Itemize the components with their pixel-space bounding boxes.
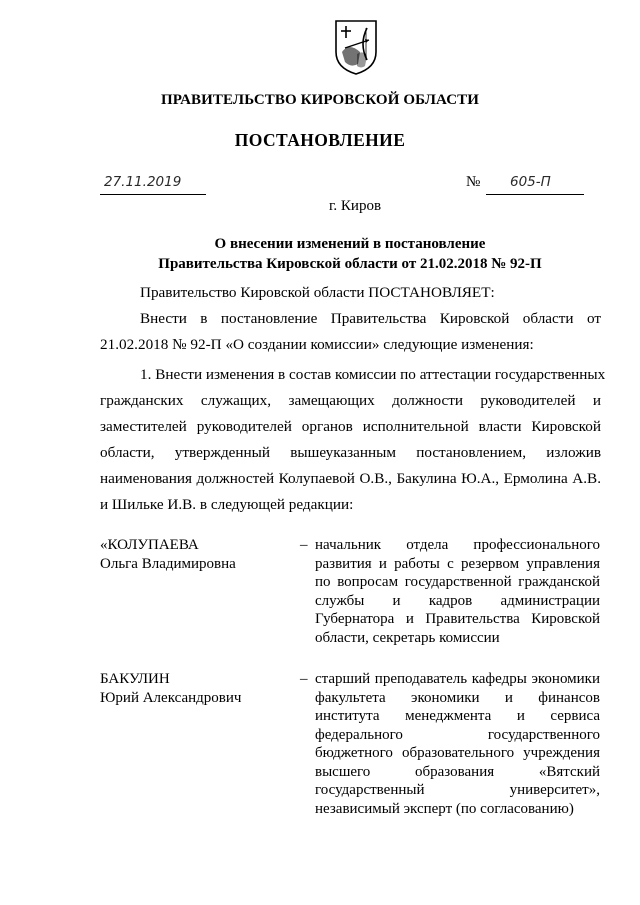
coat-of-arms-emblem — [333, 18, 379, 76]
member-entry — [100, 536, 600, 646]
member-given-names: Юрий Александрович — [100, 689, 242, 706]
document-date: 27.11.2019 — [104, 174, 182, 190]
document-type-heading: ПОСТАНОВЛЕНИЕ — [234, 130, 406, 150]
subject-line-2: Правительства Кировской области от 21.02.2018 № 92-П — [158, 256, 542, 272]
item-1-line-3: заместителей руководителей органов исполнительной власти Кировской — [100, 418, 601, 435]
number-sign: № — [466, 174, 481, 190]
subject-line-1: О внесении изменений в постановление — [214, 236, 486, 252]
organization-title: ПРАВИТЕЛЬСТВО КИРОВСКОЙ ОБЛАСТИ — [161, 92, 479, 108]
member-position: начальник отдела профессионального развития и работы с резервом управления по вопросам государственной гражданской службы и кадров администрации Губернатора и Правительства Кировской области, секретарь комиссии — [315, 537, 600, 646]
member-position: старший преподаватель кафедры экономики факультета экономики и финансов института менеджмента и сервиса федерального государственного бюджетного образовательного учреждения высшего образования «Вятский государственный университет», независимый эксперт (по согласованию) — [315, 671, 600, 817]
paragraph-intro-line-1: Внести в постановление Правительства Кировской области от — [140, 310, 601, 327]
dash-separator: – — [300, 537, 308, 553]
document-number: 605-П — [510, 174, 551, 190]
member-given-names: Ольга Владимировна — [100, 555, 236, 572]
item-1-line-5: наименования должностей Колупаевой О.В., Бакулина Ю.А., Ермолина А.В. — [100, 470, 601, 487]
item-1-line-6: и Шильке И.В. в следующей редакции: — [100, 496, 354, 513]
item-1-line-1: 1. Внести изменения в состав комиссии по аттестации государственных — [140, 366, 606, 383]
member-surname: «КОЛУПАЕВА — [100, 537, 199, 553]
item-1-line-4: области, утвержденный вышеуказанным постановлением, изложив — [100, 444, 601, 461]
member-name — [100, 536, 300, 573]
member-surname: БАКУЛИН — [100, 671, 170, 687]
city-label: г. Киров — [328, 198, 382, 214]
resolution-phrase: Правительство Кировской области ПОСТАНОВЛЯЕТ: — [140, 284, 495, 301]
member-name — [100, 670, 300, 707]
paragraph-intro-line-2: 21.02.2018 № 92-П «О создании комиссии» следующие изменения: — [100, 336, 534, 353]
member-entry — [100, 670, 600, 820]
dash-separator: – — [300, 671, 308, 687]
item-1-line-2: гражданских служащих, замещающих должности руководителей и — [100, 392, 601, 409]
